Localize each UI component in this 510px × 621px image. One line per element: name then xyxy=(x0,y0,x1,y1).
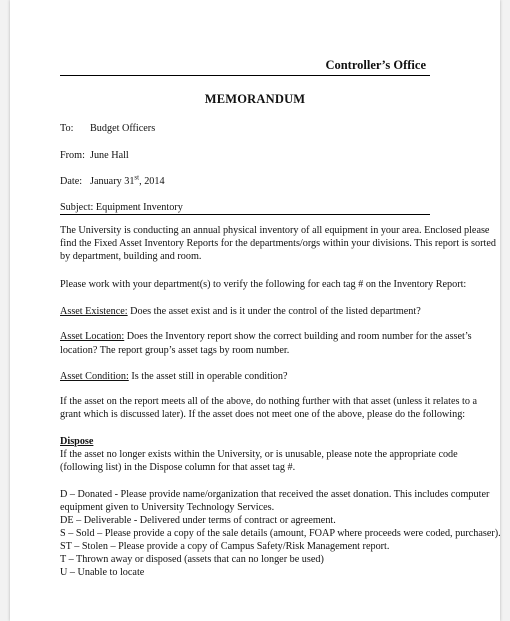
date-month-day: January 31 xyxy=(90,176,135,187)
dispose-line-2: (following list) in the Dispose column for that asset tag #. xyxy=(60,462,296,473)
asset-location xyxy=(60,331,472,343)
header-rule xyxy=(60,75,430,76)
code-thrown-away: T – Thrown away or disposed (assets that can no longer be used) xyxy=(60,554,324,565)
date-year: , 2014 xyxy=(139,176,165,187)
dispose-line-1: If the asset no longer exists within the University, or is unusable, please note the appropriate code xyxy=(60,449,458,460)
meets-line-1: If the asset on the report meets all of the above, do nothing further with that asset (unless it relates to a xyxy=(60,396,478,407)
code-sold: S – Sold – Please provide a copy of the sale details (amount, FOAP where proceeds were coded, purchaser). xyxy=(60,528,501,539)
memo-page xyxy=(10,0,500,621)
meets-line-2: grant which is discussed later). If the asset does not meet one of the above, please do the following: xyxy=(60,409,466,420)
to-label: To: xyxy=(60,123,74,134)
code-unable-to-locate: U – Unable to locate xyxy=(60,567,145,578)
intro-line-2: find the Fixed Asset Inventory Reports for the departments/orgs within your divisions. This report is sorted xyxy=(60,238,496,249)
memo-title: MEMORANDUM xyxy=(204,92,306,106)
date-label: Date: xyxy=(60,176,83,187)
condition-text: Is the asset still in operable condition? xyxy=(128,371,288,382)
to-value: Budget Officers xyxy=(90,123,156,134)
from-label: From: xyxy=(60,150,85,161)
intro-line-1: The University is conducting an annual physical inventory of all equipment in your area. Enclosed please xyxy=(60,225,490,236)
date-value xyxy=(90,173,165,188)
from-value: June Hall xyxy=(90,150,129,161)
date-suffix: st xyxy=(134,173,140,182)
code-stolen: ST – Stolen – Please provide a copy of Campus Safety/Risk Management report. xyxy=(60,541,390,552)
office-header: Controller’s Office xyxy=(325,58,426,72)
intro-line-3: by department, building and room. xyxy=(60,251,202,262)
verify-line: Please work with your department(s) to verify the following for each tag # on the Inventory Report: xyxy=(60,279,467,290)
code-donated-2: equipment given to University Technology Services. xyxy=(60,502,275,513)
condition-label: Asset Condition: xyxy=(60,371,129,382)
location-text-1: Does the Inventory report show the correct building and room number for the asset’s xyxy=(124,331,472,342)
subject-rule xyxy=(60,214,430,215)
subject-line: Subject: Equipment Inventory xyxy=(60,202,183,213)
dispose-heading: Dispose xyxy=(60,436,94,447)
asset-existence xyxy=(60,306,421,318)
location-label: Asset Location: xyxy=(60,331,125,342)
asset-condition xyxy=(60,371,288,383)
location-text-2: location? The report group’s asset tags by room number. xyxy=(60,345,290,356)
existence-text: Does the asset exist and is it under the control of the listed department? xyxy=(127,306,421,317)
code-deliverable: DE – Deliverable - Delivered under terms of contract or agreement. xyxy=(60,515,336,526)
code-donated-1: D – Donated - Please provide name/organization that received the asset donation. This includes computer xyxy=(60,489,490,500)
existence-label: Asset Existence: xyxy=(60,306,128,317)
